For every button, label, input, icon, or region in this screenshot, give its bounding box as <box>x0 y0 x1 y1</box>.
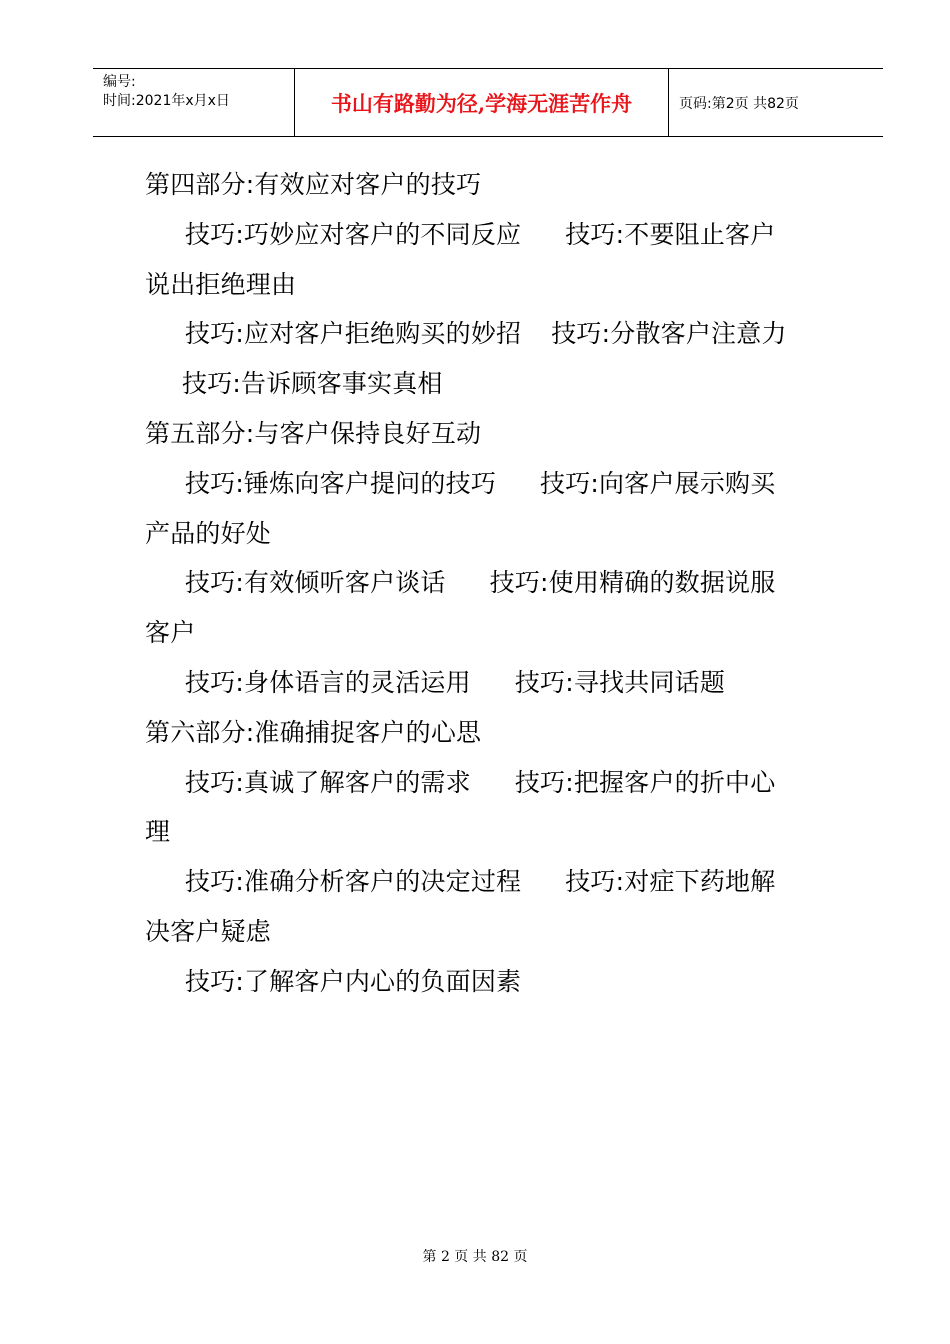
tip-line-continuation: 决客户疑虑 <box>145 916 272 946</box>
header-motto: 书山有路勤为径,学海无涯苦作舟 <box>330 90 633 116</box>
tip-line: 技巧:应对客户拒绝购买的妙招 技巧:分散客户注意力 <box>185 319 787 349</box>
tip-line: 技巧:锤炼向客户提问的技巧 技巧:向客户展示购买 <box>185 468 776 498</box>
tip-line: 技巧:身体语言的灵活运用 技巧:寻找共同话题 <box>185 667 726 697</box>
document-number-label: 编号: <box>103 74 136 90</box>
tip-line-continuation: 客户 <box>145 618 196 648</box>
header-motto-cell <box>294 69 669 136</box>
tip-line: 技巧:了解客户内心的负面因素 <box>185 966 522 996</box>
footer-page-number: 第 2 页 共 82 页 <box>422 1249 528 1265</box>
page-footer <box>0 1246 950 1266</box>
page-header <box>93 68 883 137</box>
tip-line: 技巧:有效倾听客户谈话 技巧:使用精确的数据说服 <box>185 568 776 598</box>
tip-line: 技巧:准确分析客户的决定过程 技巧:对症下药地解 <box>185 867 776 897</box>
tip-line-continuation: 产品的好处 <box>145 518 272 548</box>
document-time-label: 时间:2021年x月x日 <box>103 93 230 109</box>
tip-line-continuation: 说出拒绝理由 <box>145 269 297 299</box>
tip-line-continuation: 理 <box>145 817 171 847</box>
section-heading: 第六部分:准确捕捉客户的心思 <box>145 717 482 747</box>
document-body <box>145 160 837 1007</box>
section-heading: 第五部分:与客户保持良好互动 <box>145 418 482 448</box>
section-heading: 第四部分:有效应对客户的技巧 <box>145 170 482 199</box>
header-page-cell <box>669 69 883 136</box>
tip-line: 技巧:真诚了解客户的需求 技巧:把握客户的折中心 <box>185 767 776 797</box>
header-page-number: 页码:第2页 共82页 <box>679 95 799 112</box>
header-meta-cell <box>93 69 294 136</box>
tip-line: 技巧:告诉顾客事实真相 <box>182 369 443 399</box>
tip-line: 技巧:巧妙应对客户的不同反应 技巧:不要阻止客户 <box>185 219 776 249</box>
